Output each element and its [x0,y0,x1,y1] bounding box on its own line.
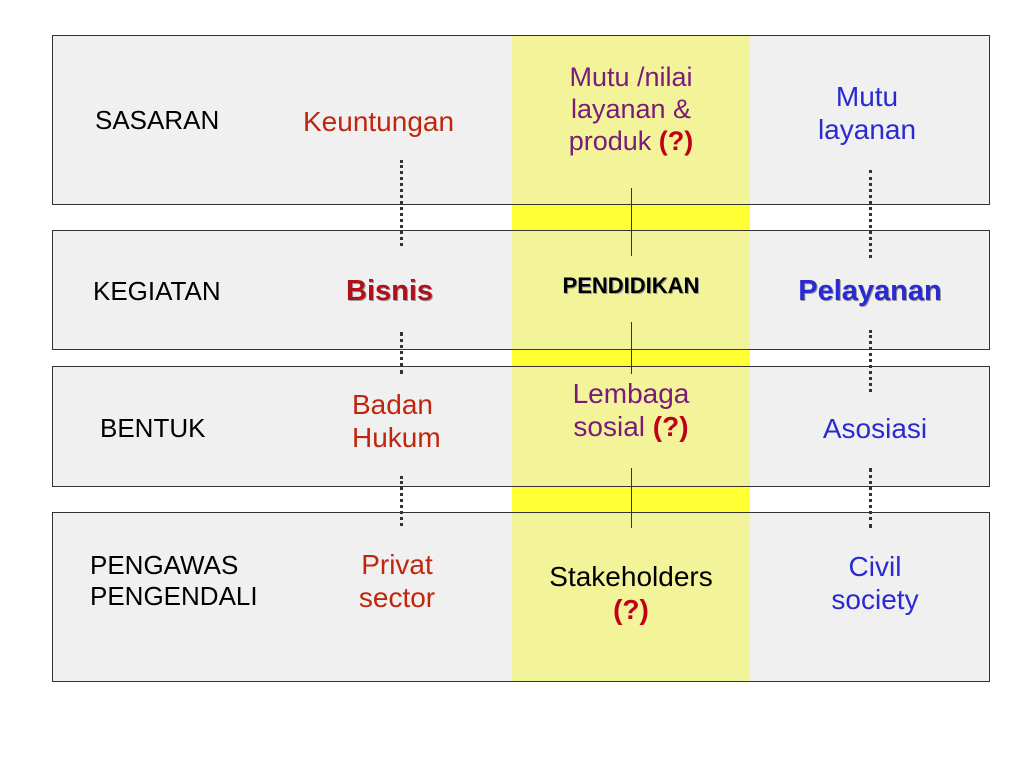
sasaran-education-line1: Mutu /nilai [569,62,693,92]
connector-dotted-right-3 [869,468,872,528]
sasaran-education-line2: layanan & [570,93,692,124]
row-label-pengawas-line1: PENGAWAS [90,550,239,580]
question-marker: (?) [613,594,649,626]
bentuk-legal-entity-line1: Badan [352,389,433,420]
bentuk-education-line1: Lembaga [572,378,690,409]
bentuk-legal-entity-line2: Hukum [352,422,441,454]
pengawas-civil-society-line1: Civil [848,551,902,582]
kegiatan-business: Bisnis [346,275,434,307]
bentuk-education [525,377,737,443]
question-marker: (?) [652,411,689,443]
connector-solid-middle-3 [631,468,632,528]
sasaran-service-line1: Mutu [835,81,899,112]
connector-dotted-left-1 [400,160,403,246]
pengawas-civil-society [800,550,950,616]
sasaran-profit: Keuntungan [303,106,455,137]
connector-solid-middle-2 [631,322,632,374]
pengawas-stakeholders [512,560,750,626]
connector-dotted-right-2 [869,330,872,392]
sasaran-service [790,80,944,146]
connector-dotted-right-1 [869,170,872,258]
pengawas-private-sector-line2: sector [358,582,436,614]
bentuk-education-line2 [525,410,737,443]
row-label-kegiatan: KEGIATAN [93,276,221,306]
sasaran-education-line3 [525,126,737,158]
bentuk-association: Asosiasi [822,413,928,444]
kegiatan-service: Pelayanan [798,275,942,307]
sasaran-service-line2: layanan [817,114,917,146]
row-label-pengawas-line2: PENGENDALI [90,580,258,611]
question-marker: (?) [658,125,694,156]
connector-dotted-left-2 [400,332,403,374]
bentuk-education-line2-text: sosial [573,411,646,443]
pengawas-private-sector [340,548,454,614]
pengawas-civil-society-line2: society [831,584,919,616]
sasaran-education [525,62,737,158]
connector-solid-middle-1 [631,188,632,256]
connector-dotted-left-3 [400,476,403,526]
row-label-sasaran: SASARAN [95,105,220,135]
pengawas-stakeholders-line1: Stakeholders [549,561,713,592]
row-label-pengawas [90,550,258,611]
row-label-bentuk: BENTUK [100,413,206,443]
sasaran-education-line3-text: produk [568,125,652,156]
bentuk-legal-entity [352,388,441,454]
pengawas-private-sector-line1: Privat [361,549,433,580]
kegiatan-education: PENDIDIKAN [562,273,700,298]
